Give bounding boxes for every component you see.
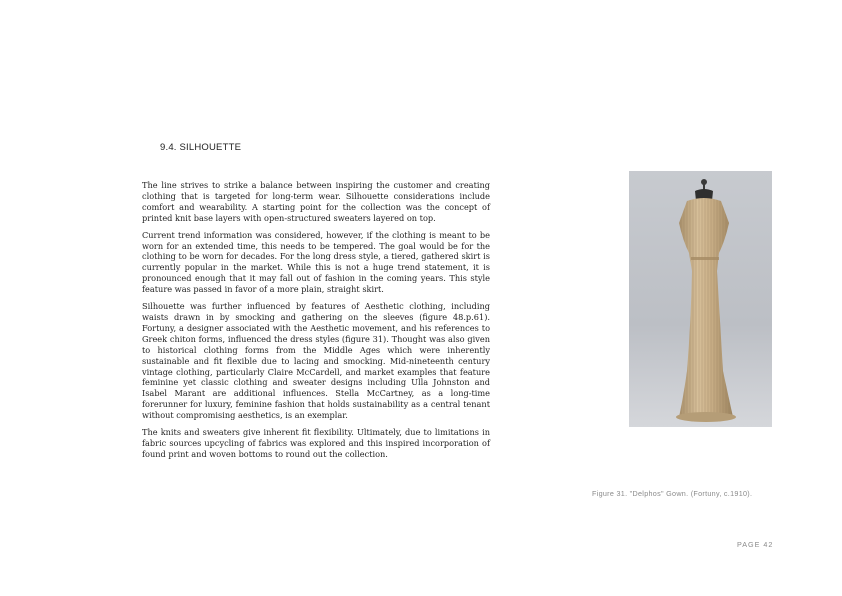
paragraph-1: The line strives to strike a balance between inspiring the customer and creating clothing that is targeted for long-term wear. Silhouette considerations include comfort and wearability. A starting point for the collection was the concept of printed knit base layers with open-structured sweaters layered on top. [142, 180, 490, 223]
paragraph-2: Current trend information was considered, however, if the clothing is meant to be worn for an extended time, this needs to be tempered. The goal would be for the clothing to be worn for decades. For the long dress style, a tiered, gathered skirt is currently popular in the market. While this is not a huge trend statement, it is pronounced enough that it may fall out of fashion in the coming years. This style feature was passed in favor of a more plain, straight skirt. [142, 229, 490, 295]
paragraph-4: The knits and sweaters give inherent fit flexibility. Ultimately, due to limitations in fabric sources upcycling of fabrics was explored and this inspired incorporation of found print and woven bottoms to round out the collection. [142, 427, 490, 459]
section-heading: 9.4. SILHOUETTE [160, 142, 242, 153]
paragraph-3: Silhouette was further influenced by features of Aesthetic clothing, including waists drawn in by smocking and gathering on the sleeves (figure 48.p.61). Fortuny, a designer associated with the Aesthetic movement, and his references to Greek chiton forms, influenced the dress styles (figure 31). Thought was also given to historical clothing forms from the Middle Ages which were inherently sustainable and fit flexible due to lacing and smocking. Mid-nineteenth century vintage clothing, particularly Claire McCardell, and market examples that feature feminine yet classic clothing and sweater designs including Ulla Johnston and Isabel Marant are additional influences. Stella McCartney, as a long-time forerunner for luxury, feminine fashion that holds sustainability as a central tenant without compromising aesthetics, is an exemplar. [142, 301, 490, 421]
page-number: PAGE 42 [737, 540, 774, 549]
gown-illustration [629, 171, 772, 427]
figure-caption: Figure 31. "Delphos" Gown. (Fortuny, c.1910). [592, 489, 753, 498]
figure-delphos-gown-photo [629, 171, 772, 427]
body-text [142, 180, 490, 466]
